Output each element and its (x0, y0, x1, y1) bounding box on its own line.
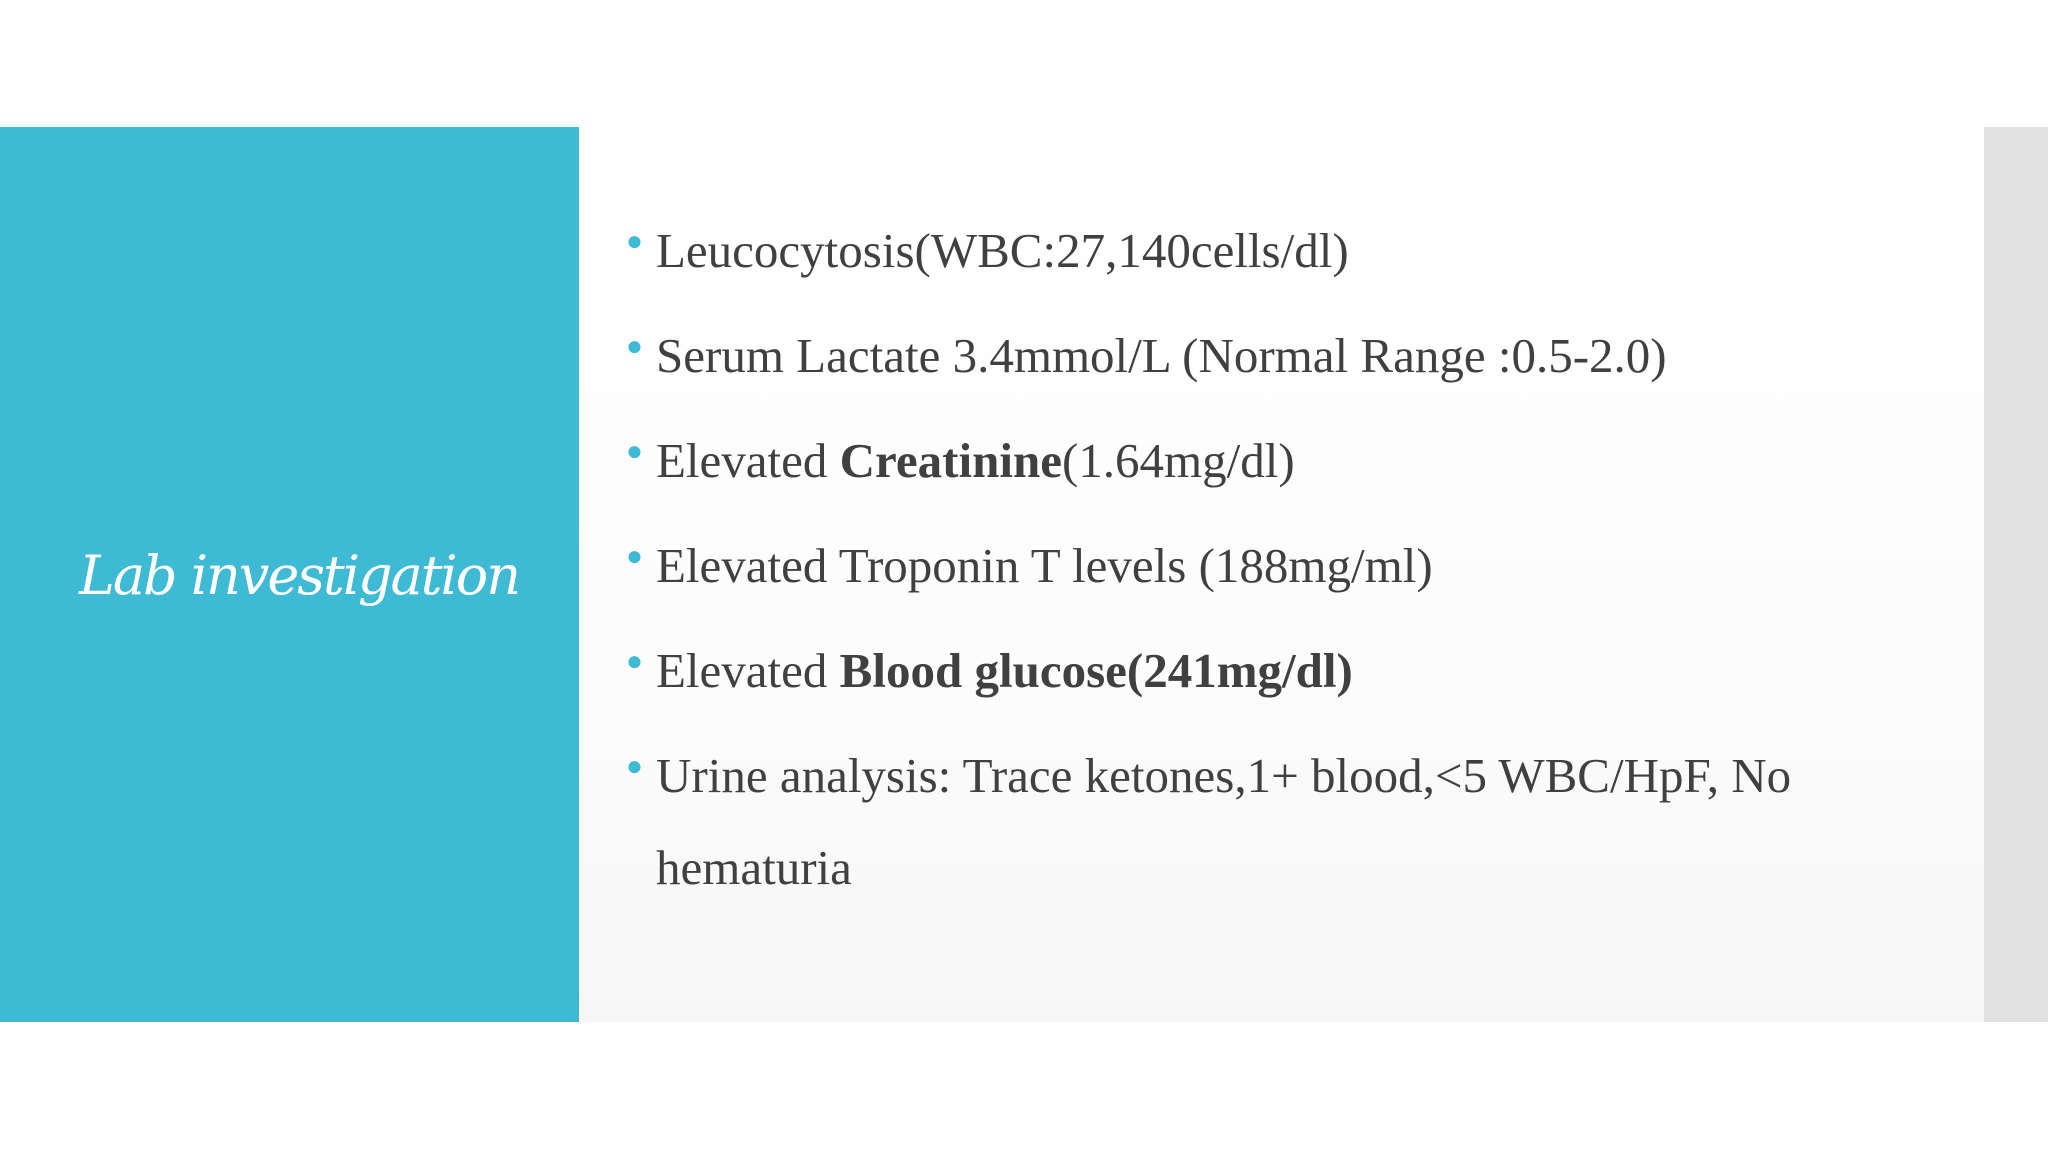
bullet-dot-icon: ● (626, 436, 643, 467)
bullet-dot-icon: ● (626, 541, 643, 572)
bullet-text-prefix: Elevated (656, 433, 840, 488)
bullet-item-troponin (624, 520, 1954, 612)
bullet-dot-icon: ● (626, 331, 643, 362)
bullet-item-blood-glucose (624, 625, 1954, 717)
bullet-list (624, 205, 1954, 927)
bullet-dot-icon: ● (626, 226, 643, 257)
bullet-text: Urine analysis: Trace ketones,1+ blood,<5 WBC/HpF, No hematuria (656, 748, 1792, 895)
bullet-text: Leucocytosis(WBC:27,140cells/dl) (656, 223, 1349, 278)
bullet-item-urine-analysis (624, 730, 1954, 914)
right-accent-bar (1984, 127, 2048, 1022)
bullet-text-bold: Creatinine (839, 433, 1062, 488)
bullet-text-bold: Blood glucose(241mg/dl) (839, 643, 1353, 698)
slide-title: Lab investigation (78, 544, 519, 607)
bullet-dot-icon: ● (626, 751, 643, 782)
bullet-text: Elevated Troponin T levels (188mg/ml) (656, 538, 1433, 593)
bullet-dot-icon: ● (626, 646, 643, 677)
bullet-item-creatinine (624, 415, 1954, 507)
bullet-text: Serum Lactate 3.4mmol/L (Normal Range :0.5-2.0) (656, 328, 1667, 383)
bullet-text-suffix: (1.64mg/dl) (1061, 433, 1295, 488)
bullet-item-leucocytosis (624, 205, 1954, 297)
bullet-item-serum-lactate (624, 310, 1954, 402)
bullet-text-prefix: Elevated (656, 643, 840, 698)
title-panel (0, 127, 579, 1022)
